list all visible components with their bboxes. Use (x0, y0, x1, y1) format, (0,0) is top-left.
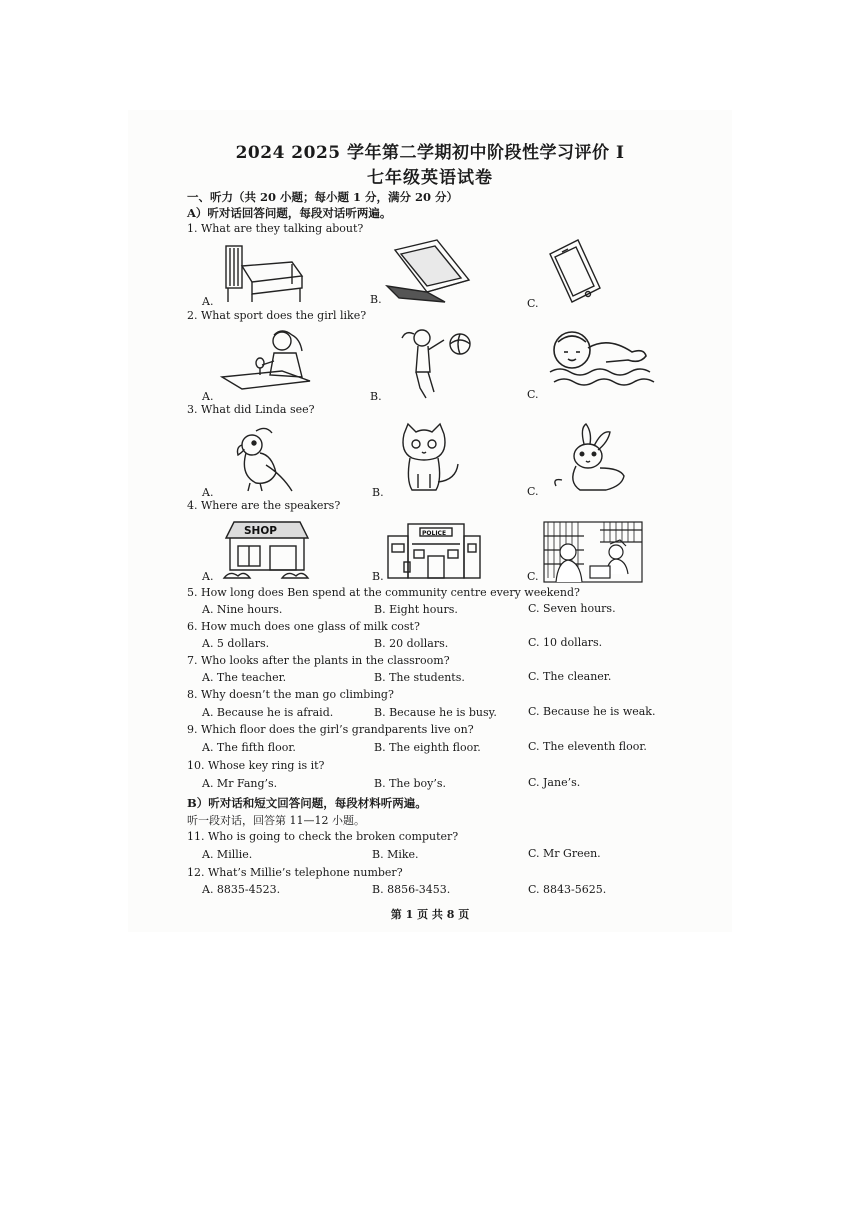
option-label: B. (372, 570, 384, 583)
option-b: B. The eighth floor. (374, 741, 481, 754)
question-1: 1. What are they talking about? (187, 222, 364, 235)
option-c: C. Seven hours. (528, 602, 616, 615)
question-7: 7. Who looks after the plants in the classroom? (187, 654, 450, 667)
option-c: C. Because he is weak. (528, 705, 656, 718)
option-b: B. The boy’s. (374, 777, 447, 790)
police-sign-text: POLICE (422, 530, 447, 537)
option-label: B. (370, 293, 382, 306)
question-6: 6. How much does one glass of milk cost? (187, 620, 420, 633)
mobile-phone-icon (544, 238, 604, 306)
option-a: A. Mr Fang’s. (202, 777, 278, 790)
option-label: C. (527, 570, 539, 583)
part-b-heading: B）听对话和短文回答问题，每段材料听两遍。 (187, 796, 427, 810)
option-label: B. (370, 390, 382, 403)
swimmer-icon (548, 328, 660, 390)
option-a: A. The teacher. (202, 671, 287, 684)
option-label: C. (527, 485, 539, 498)
question-5: 5. How long does Ben spend at the community centre every weekend? (187, 586, 580, 599)
part-a-heading: A）听对话回答问题，每段对话听两遍。 (187, 206, 392, 220)
option-c: C. The cleaner. (528, 670, 612, 683)
option-c: C. Mr Green. (528, 847, 601, 860)
option-label: C. (527, 388, 539, 401)
option-b: B. Mike. (372, 848, 419, 861)
option-label: A. (202, 486, 214, 499)
option-a: A. The fifth floor. (202, 741, 296, 754)
question-4: 4. Where are the speakers? (187, 499, 341, 512)
option-label: C. (527, 297, 539, 310)
exam-subtitle: 七年级英语试卷 (367, 168, 493, 188)
option-c: C. 10 dollars. (528, 636, 603, 649)
question-11: 11. Who is going to check the broken computer? (187, 830, 459, 843)
option-a: A. Millie. (202, 848, 253, 861)
laptop-icon (385, 240, 473, 304)
girl-ping-pong-icon (222, 325, 312, 389)
option-b: B. The students. (374, 671, 465, 684)
option-c: C. The eleventh floor. (528, 740, 647, 753)
option-label: B. (372, 486, 384, 499)
option-b: B. 8856-3453. (372, 883, 451, 896)
library-icon (544, 522, 642, 584)
part-b-instruction: 听一段对话，回答第 11—12 小题。 (187, 814, 365, 827)
police-station-icon (384, 520, 484, 582)
question-12: 12. What’s Millie’s telephone number? (187, 866, 403, 879)
question-2: 2. What sport does the girl like? (187, 309, 367, 322)
question-3: 3. What did Linda see? (187, 403, 315, 416)
bed-icon (222, 242, 306, 306)
option-a: A. Nine hours. (202, 603, 283, 616)
shop-icon (222, 516, 310, 582)
exam-title: 2024 2025 学年第二学期初中阶段性学习评价 I (235, 143, 625, 163)
option-c: C. Jane’s. (528, 776, 581, 789)
option-b: B. Because he is busy. (374, 706, 497, 719)
question-8: 8. Why doesn’t the man go climbing? (187, 688, 394, 701)
parrot-icon (226, 425, 298, 495)
girl-volleyball-icon (398, 326, 476, 402)
page-number: 第 1 页 共 8 页 (390, 908, 470, 921)
rabbit-icon (550, 424, 630, 496)
shop-sign-text: SHOP (244, 525, 277, 537)
option-b: B. Eight hours. (374, 603, 458, 616)
option-label: A. (202, 570, 214, 583)
option-label: A. (202, 295, 214, 308)
option-c: C. 8843-5625. (528, 883, 607, 896)
option-a: A. 8835-4523. (202, 883, 281, 896)
cat-icon (398, 424, 464, 496)
option-a: A. 5 dollars. (202, 637, 270, 650)
question-10: 10. Whose key ring is it? (187, 759, 325, 772)
section-heading: 一、听力（共 20 小题；每小题 1 分，满分 20 分） (187, 190, 459, 204)
option-label: A. (202, 390, 214, 403)
option-b: B. 20 dollars. (374, 637, 449, 650)
question-9: 9. Which floor does the girl’s grandparents live on? (187, 723, 474, 736)
option-a: A. Because he is afraid. (202, 706, 334, 719)
